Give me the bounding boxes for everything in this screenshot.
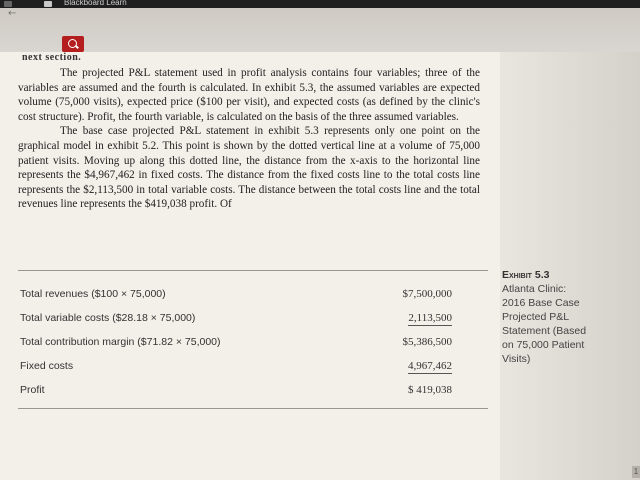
exhibit-caption: [502, 268, 632, 366]
document-page: [0, 52, 500, 480]
paragraph-1: The projected P&L statement used in profit analysis contains four variables; three of the variables are assumed and the fourth is calculated. In exhibit 5.3, the assumed variables are expected volume (75,000 visits), expected price ($100 per visit), and expected costs (as defined by the clinic's cost structure). Profit, the fourth variable, is calculated on the basis of the three assumed variables.: [18, 67, 480, 123]
row-value: 2,113,500: [408, 312, 452, 324]
page-marker[interactable]: 1: [633, 467, 639, 476]
paragraph-2: The base case projected P&L statement in exhibit 5.3 represents only one point on the graphical model in exhibit 5.2. This point is shown by the dotted vertical line at a volume of 75,000 patient visits. Moving up along this dotted line, the distance from the x-axis to the horizontal line represents the $4,967,462 in fixed costs. The distance from the fixed costs line to the total costs line represents the $2,113,500 in total variable costs. The distance between the total costs line and the total revenues line represents the $419,038 profit. Of: [18, 125, 480, 211]
table-row: [18, 288, 488, 310]
cut-off-heading: next section.: [22, 52, 82, 63]
tab-title[interactable]: Blackboard Learn: [64, 0, 127, 7]
document-body: [18, 66, 480, 212]
row-label: Total variable costs ($28.18 × 75,000): [20, 312, 196, 324]
table-row: [18, 360, 488, 382]
table-bottom-rule: [18, 408, 488, 409]
table-row: [18, 384, 488, 406]
back-arrow-icon[interactable]: ←: [8, 8, 17, 19]
caption-line: Visits): [502, 353, 531, 365]
caption-line: 2016 Base Case: [502, 297, 580, 309]
search-button[interactable]: [62, 36, 84, 52]
row-value: 4,967,462: [408, 360, 452, 372]
blackboard-header: [0, 8, 640, 52]
blackboard-logo-icon: [44, 1, 52, 7]
caption-line: Projected P&L: [502, 311, 570, 323]
caption-line: on 75,000 Patient: [502, 339, 585, 351]
table-row: [18, 336, 488, 358]
row-value: $5,386,500: [402, 336, 452, 348]
row-label: Profit: [20, 384, 45, 396]
page-margin: [500, 52, 640, 480]
browser-top-bar: [0, 0, 640, 8]
caption-line: Atlanta Clinic:: [502, 283, 567, 295]
table-row: [18, 312, 488, 334]
row-label: Fixed costs: [20, 360, 74, 372]
table-top-rule: [18, 270, 488, 271]
exhibit-title: Exhibit 5.3: [502, 269, 550, 281]
row-label: Total contribution margin ($71.82 × 75,000): [20, 336, 221, 348]
row-value: $ 419,038: [408, 384, 452, 396]
row-value: $7,500,000: [402, 288, 452, 300]
caption-line: Statement (Based: [502, 325, 587, 337]
row-label: Total revenues ($100 × 75,000): [20, 288, 166, 300]
window-control-icon[interactable]: [4, 1, 12, 7]
